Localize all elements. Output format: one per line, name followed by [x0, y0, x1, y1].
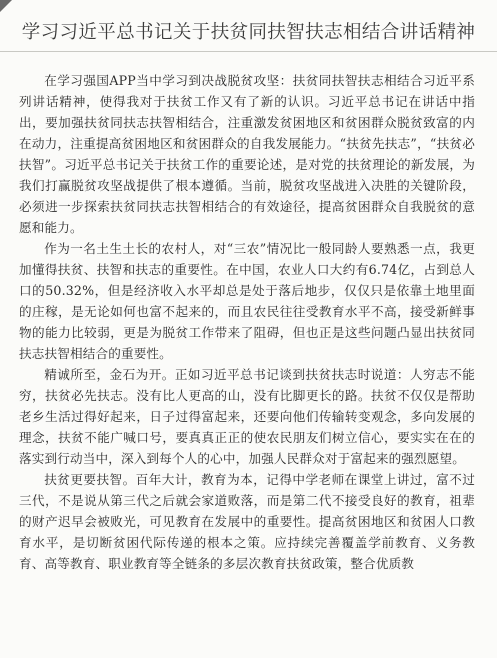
page-corner-mark [0, 0, 12, 12]
paragraph-4: 扶贫更要扶智。百年大计，教育为本，记得中学老师在课堂上讲过，富不过三代，不是说从第三代之后就会家道败落，而是第二代不接受良好的教育，祖辈的财产迟早会被败光，可见教育在发展中的重要性。提高贫困地区和贫困人口教育水平，是切断贫困代际传递的根本之策。应持续完善覆盖学前教育、义务教育、高等教育、职业教育等全链条的多层次教育扶贫政策，整合优质教 [19, 472, 475, 571]
title-divider [0, 51, 497, 52]
document-body [19, 70, 475, 574]
document-title: 学习习近平总书记关于扶贫同扶智扶志相结合讲话精神 [21, 22, 476, 43]
paragraph-3: 精诚所至，金石为开。正如习近平总书记谈到扶贫扶志时说道：人穷志不能穷，扶贫必先扶志。没有比人更高的山，没有比脚更长的路。扶贫不仅仅是帮助老乡生活过得好起来，日子过得富起来，还要向他们传输转变观念，多向发展的理念，扶贫不能广喊口号，要真真正正的使农民朋友们树立信心，要实实在在的落实到行动当中，深入到每个人的心中，加强人民群众对于富起来的强烈愿望。 [19, 367, 475, 466]
paragraph-2: 作为一名土生土长的农村人，对“三农”情况比一般同龄人要熟悉一点，我更加懂得扶贫、扶智和扶志的重要性。在中国，农业人口大约有6.74亿，占到总人口的50.32%，但是经济收入水平却总是处于落后地步，仅仅只是依靠土地里面的庄稼，是无论如何也富不起来的，而且农民往往受教育水平不高，接受新鲜事物的能力比较弱，更是为脱贫工作带来了阻碍，但也正是这些问题凸显出扶贫同扶志扶智相结合的重要性。 [19, 241, 475, 361]
paragraph-1: 在学习强国APP当中学习到决战脱贫攻坚：扶贫同扶智扶志相结合习近平系列讲话精神，使得我对于扶贫工作又有了新的认识。习近平总书记在讲话中指出，要加强扶贫同扶志扶智相结合，注重激发贫困地区和贫困群众脱贫致富的内在动力，注重提高贫困地区和贫困群众的自我发展能力。“扶贫先扶志”，“扶贫必扶智”。习近平总书记关于扶贫工作的重要论述，是对党的扶贫理论的新发展，为我们打赢脱贫攻坚战提供了根本遵循。当前，脱贫攻坚战进入决胜的关键阶段，必须进一步探索扶贫同扶志扶智相结合的有效途径，提高贫困群众自我脱贫的意愿和能力。 [19, 73, 475, 235]
